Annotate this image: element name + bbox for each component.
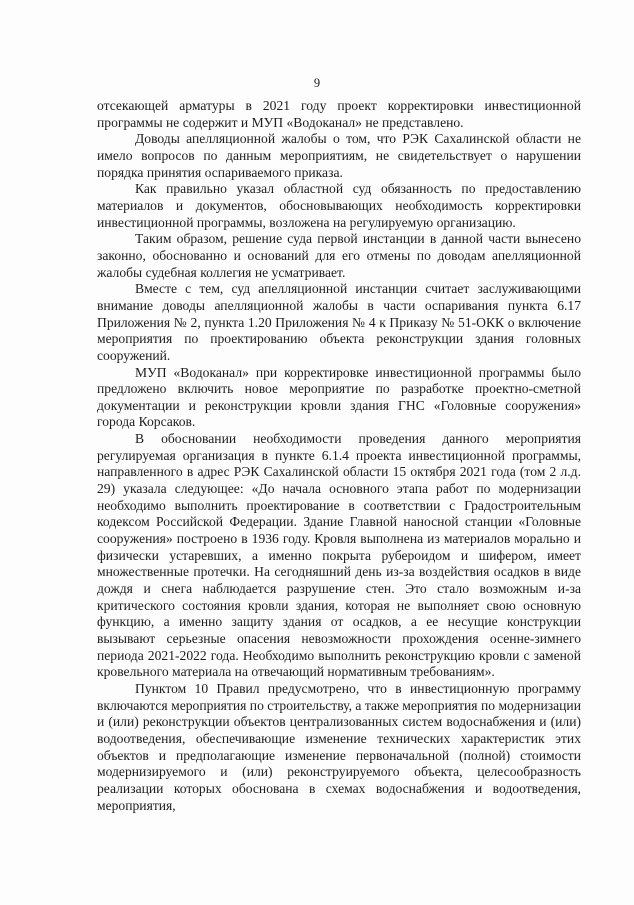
- paragraph-6: МУП «Водоканал» при корректировке инвестиционной программы было предложено включить новое мероприятие по разработке проектно-сметной документации и реконструкции кровли здания ГНС «Головные сооружения» города Корсаков.: [97, 364, 581, 430]
- paragraph-5: Вместе с тем, суд апелляционной инстанции считает заслуживающими внимание доводы апелляционной жалобы в части оспаривания пункта 6.17 Приложения № 2, пункта 1.20 Приложения № 4 к Приказу № 51-ОКК о включение мероприятия по проектированию объекта реконструкции здания головных сооружений.: [97, 281, 581, 363]
- document-body: [97, 98, 581, 814]
- page-number: 9: [313, 76, 321, 90]
- paragraph-8: Пунктом 10 Правил предусмотрено, что в инвестиционную программу включаются мероприятия по строительству, а также мероприятия по модернизации и (или) реконструкции объектов централизованных систем водоснабжения и (или) водоотведения, обеспечивающие изменение технических характеристик этих объектов и предполагающие изменение первоначальной (полной) стоимости модернизируемого и (или) реконструируемого объекта, целесообразность реализации которых обоснована в схемах водоснабжения и водоотведения, мероприятия,: [97, 680, 581, 813]
- paragraph-7: В обосновании необходимости проведения данного мероприятия регулируемая организация в пункте 6.1.4 проекта инвестиционной программы, направленного в адрес РЭК Сахалинской области 15 октября 2021 года (том 2 л.д. 29) указала следующее: «До начала основного этапа работ по модернизации необходимо выполнить проектирование в соответствии с Градостроительным кодексом Российской Федерации. Здание Главной наносной станции «Головные сооружения» построено в 1936 году. Кровля выполнена из материалов морально и физически устаревших, а именно покрыта рубероидом и шифером, имеет множественные протечки. На сегодняшний день из-за воздействия осадков в виде дождя и снега наблюдается разрушение стен. Это стало возможным и-за критического состояния кровли здания, которая не выполняет свою основную функцию, а именно защиту здания от осадков, а ее несущие конструкции вызывают серьезные опасения невозможности прохождения осенне-зимнего периода 2021-2022 года. Необходимо выполнить реконструкцию кровли с заменой кровельного материала на отвечающий нормативным требованиям».: [97, 431, 581, 680]
- paragraph-1: отсекающей арматуры в 2021 году проект корректировки инвестиционной программы не содержит и МУП «Водоканал» не представлено.: [97, 98, 581, 130]
- paragraph-4: Таким образом, решение суда первой инстанции в данной части вынесено законно, обоснованно и оснований для его отмены по доводам апелляционной жалобы судебная коллегия не усматривает.: [97, 231, 581, 280]
- paragraph-2: Доводы апелляционной жалобы о том, что РЭК Сахалинской области не имело вопросов по данным мероприятиям, не свидетельствует о нарушении порядка принятия оспариваемого приказа.: [97, 131, 581, 180]
- paragraph-3: Как правильно указал областной суд обязанность по предоставлению материалов и документов, обосновывающих необходимость корректировки инвестиционной программы, возложена на регулируемую организацию.: [97, 181, 581, 230]
